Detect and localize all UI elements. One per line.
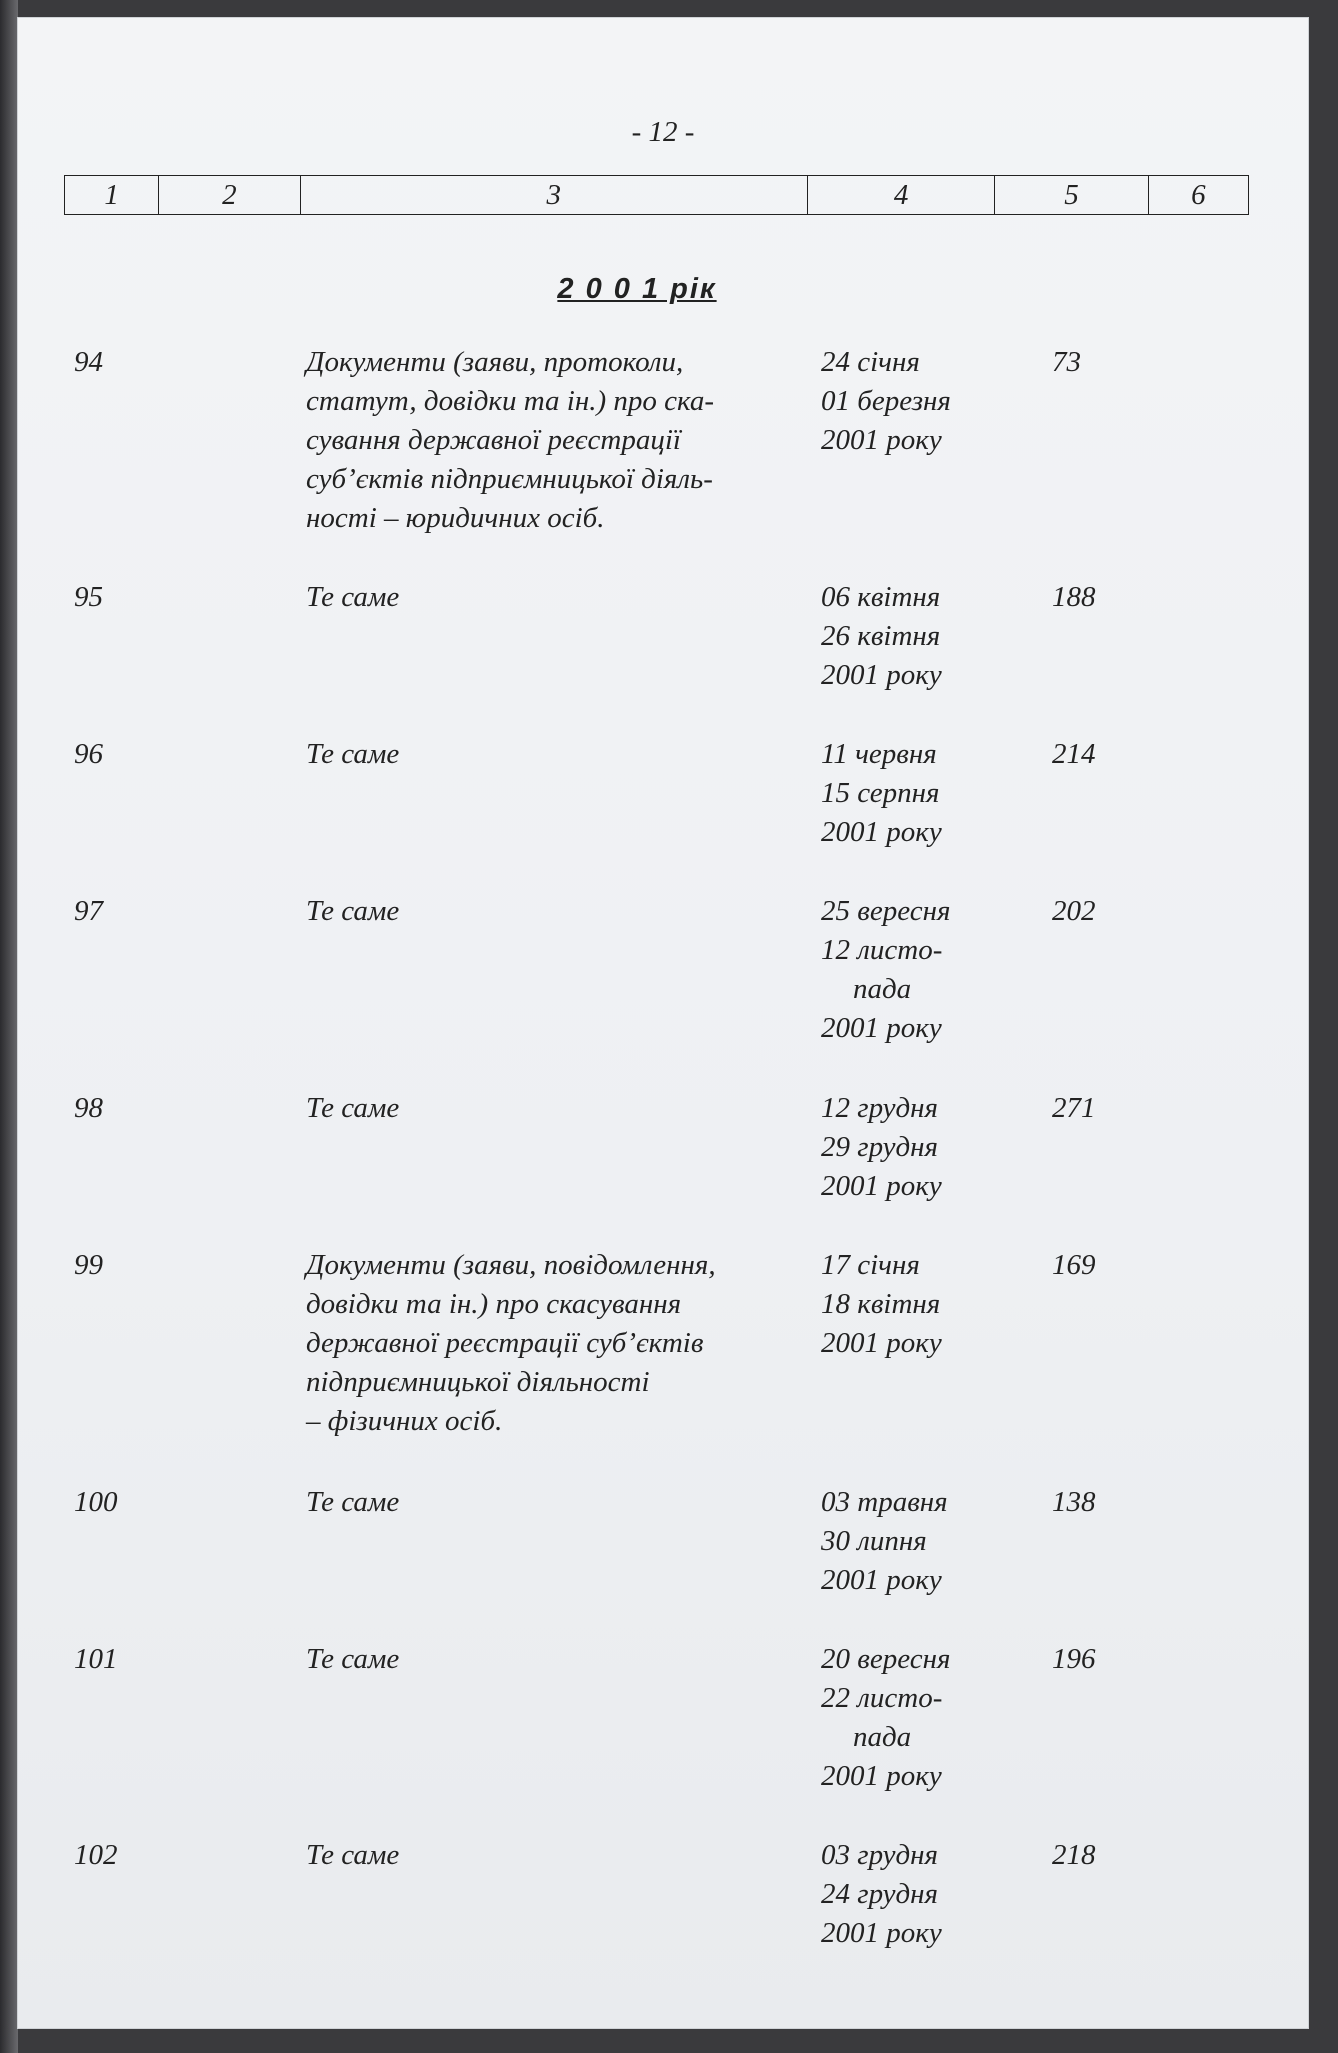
record-dates xyxy=(821,1483,991,1600)
page-number: - 12 - xyxy=(631,116,695,148)
record-date-line: 22 листо- xyxy=(821,1682,943,1714)
col-header-2: 2 xyxy=(159,176,300,215)
record-title-line: суб’єктів підприємницької діяль- xyxy=(306,463,713,495)
record-dates xyxy=(821,1089,991,1206)
record-title xyxy=(306,1089,796,1128)
record-date-line: 2001 року xyxy=(821,1327,942,1359)
column-number-header xyxy=(64,175,1249,215)
record-sheet-count: 218 xyxy=(1052,1839,1096,1871)
record-sheet-count: 138 xyxy=(1052,1486,1096,1518)
record-dates xyxy=(821,578,991,695)
record-date-line: 24 січня xyxy=(821,346,920,378)
record-date-line: 2001 року xyxy=(821,1917,942,1949)
record-date-line: 18 квітня xyxy=(821,1288,941,1320)
record-title-line: Те саме xyxy=(306,581,400,613)
record-date-line: 26 квітня xyxy=(821,620,941,652)
record-title xyxy=(306,1836,796,1875)
record-date-line: 17 січня xyxy=(821,1249,920,1281)
record-sheet-count: 73 xyxy=(1052,346,1081,378)
record-title-line: Документи (заяви, протоколи, xyxy=(306,346,684,378)
record-number: 99 xyxy=(74,1249,103,1281)
record-sheet-count: 188 xyxy=(1052,581,1096,613)
record-title-line: статут, довідки та ін.) про ска- xyxy=(306,385,714,417)
record-title-line: Те саме xyxy=(306,1092,400,1124)
record-number: 102 xyxy=(74,1839,118,1871)
record-date-line: 15 серпня xyxy=(821,777,940,809)
record-title-line: ності – юридичних осіб. xyxy=(306,502,605,534)
record-date-line: 12 листо- xyxy=(821,934,943,966)
record-number: 97 xyxy=(74,895,103,927)
record-dates xyxy=(821,892,991,1048)
record-title-line: підприємницької діяльності xyxy=(306,1366,650,1398)
record-title-line: Документи (заяви, повідомлення, xyxy=(306,1249,716,1281)
record-date-line: 30 липня xyxy=(821,1525,927,1557)
record-date-line: 2001 року xyxy=(821,1170,942,1202)
record-title-line: Те саме xyxy=(306,895,400,927)
record-date-line: 12 грудня xyxy=(821,1092,939,1124)
record-number: 98 xyxy=(74,1092,103,1124)
record-sheet-count: 196 xyxy=(1052,1643,1096,1675)
record-date-line: пада xyxy=(853,1721,912,1753)
record-number: 101 xyxy=(74,1643,118,1675)
record-date-line: 2001 року xyxy=(821,816,942,848)
record-number: 95 xyxy=(74,581,103,613)
record-date-line: 25 вересня xyxy=(821,895,951,927)
record-title xyxy=(306,1640,796,1679)
record-date-line: 2001 року xyxy=(821,1012,942,1044)
record-date-line: 01 березня xyxy=(821,385,951,417)
document-page xyxy=(18,18,1308,2028)
col-header-5: 5 xyxy=(995,176,1148,215)
record-date-line: 2001 року xyxy=(821,659,942,691)
record-title xyxy=(306,735,796,774)
record-title-line: Те саме xyxy=(306,738,400,770)
page-edge xyxy=(0,0,18,2053)
record-sheet-count: 169 xyxy=(1052,1249,1096,1281)
record-date-line: 29 грудня xyxy=(821,1131,939,1163)
col-header-6: 6 xyxy=(1148,176,1248,215)
record-title xyxy=(306,1483,796,1522)
record-date-line: 06 квітня xyxy=(821,581,941,613)
record-date-line: 20 вересня xyxy=(821,1643,951,1675)
record-title-line: Те саме xyxy=(306,1643,400,1675)
record-date-line: 03 грудня xyxy=(821,1839,939,1871)
record-dates xyxy=(821,1836,991,1953)
record-dates xyxy=(821,1246,991,1363)
col-header-3: 3 xyxy=(300,176,807,215)
record-dates xyxy=(821,1640,991,1796)
record-title xyxy=(306,343,796,538)
record-dates xyxy=(821,735,991,852)
record-date-line: 24 грудня xyxy=(821,1878,939,1910)
col-header-4: 4 xyxy=(807,176,994,215)
record-dates xyxy=(821,343,991,460)
record-title-line: державної реєстрації суб’єктів xyxy=(306,1327,704,1359)
record-date-line: 2001 року xyxy=(821,1760,942,1792)
col-header-1: 1 xyxy=(65,176,159,215)
record-number: 96 xyxy=(74,738,103,770)
record-sheet-count: 214 xyxy=(1052,738,1096,770)
record-date-line: пада xyxy=(853,973,912,1005)
record-title xyxy=(306,578,796,617)
record-sheet-count: 271 xyxy=(1052,1092,1096,1124)
record-number: 94 xyxy=(74,346,103,378)
record-number: 100 xyxy=(74,1486,118,1518)
record-title-line: довідки та ін.) про скасування xyxy=(306,1288,682,1320)
record-date-line: 03 травня xyxy=(821,1486,948,1518)
year-heading: 2 0 0 1 рік xyxy=(557,273,717,305)
record-title xyxy=(306,1246,796,1441)
record-date-line: 2001 року xyxy=(821,1564,942,1596)
record-title-line: сування державної реєстрації xyxy=(306,424,681,456)
record-title-line: Те саме xyxy=(306,1839,400,1871)
record-date-line: 11 червня xyxy=(821,738,937,770)
record-title-line: – фізичних осіб. xyxy=(306,1405,503,1437)
record-title xyxy=(306,892,796,931)
record-date-line: 2001 року xyxy=(821,424,942,456)
record-title-line: Те саме xyxy=(306,1486,400,1518)
record-sheet-count: 202 xyxy=(1052,895,1096,927)
